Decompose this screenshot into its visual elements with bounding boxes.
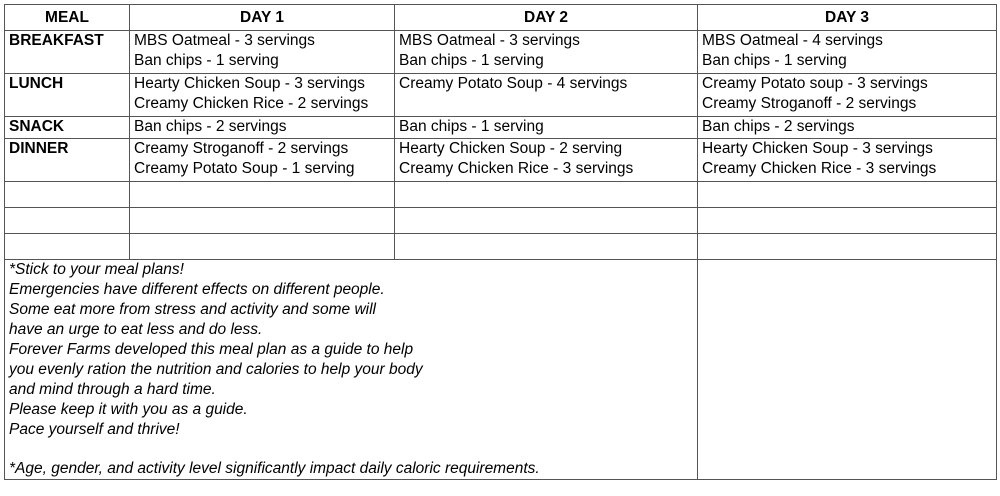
note-line: Please keep it with you as a guide.	[9, 401, 248, 418]
notes-row	[5, 260, 997, 480]
meal-item: MBS Oatmeal - 3 servings	[399, 32, 580, 49]
table-row-breakfast	[5, 31, 997, 74]
note-line: Emergencies have different effects on different people.	[9, 281, 385, 298]
empty-cell	[395, 182, 698, 208]
meal-item: Ban chips - 1 serving	[399, 118, 544, 135]
table-row-snack	[5, 117, 997, 139]
meal-item: Hearty Chicken Soup - 3 servings	[702, 140, 933, 157]
empty-cell	[698, 208, 997, 234]
note-line: have an urge to eat less and do less.	[9, 321, 263, 338]
empty-cell	[395, 208, 698, 234]
meal-item: Creamy Stroganoff - 2 servings	[134, 140, 349, 157]
table-row-dinner	[5, 139, 997, 182]
meal-item: Creamy Potato soup - 3 servings	[702, 75, 928, 92]
day-3-snack-cell	[698, 117, 997, 139]
day-1-snack-cell	[130, 117, 395, 139]
meal-item: Creamy Chicken Rice - 3 servings	[399, 160, 634, 177]
meal-item: Ban chips - 1 serving	[702, 52, 847, 69]
header-day-1: DAY 1	[130, 5, 395, 31]
notes-side-empty-cell	[698, 260, 997, 480]
empty-cell	[5, 234, 130, 260]
empty-cell	[130, 234, 395, 260]
notes-cell	[5, 260, 698, 480]
header-day-2: DAY 2	[395, 5, 698, 31]
day-1-breakfast-cell	[130, 31, 395, 74]
day-2-dinner-cell	[395, 139, 698, 182]
day-3-lunch-cell	[698, 74, 997, 117]
meal-item: Hearty Chicken Soup - 2 serving	[399, 140, 623, 157]
note-line: Forever Farms developed this meal plan as a guide to help	[9, 341, 414, 358]
meal-item: Creamy Chicken Rice - 3 servings	[702, 160, 937, 177]
meal-item: Ban chips - 2 servings	[134, 118, 287, 135]
empty-cell	[698, 182, 997, 208]
note-line: you evenly ration the nutrition and calories to help your body	[9, 361, 423, 378]
meal-label-dinner: DINNER	[5, 139, 130, 182]
note-line: *Stick to your meal plans!	[9, 261, 184, 278]
empty-cell	[395, 234, 698, 260]
meal-label-snack: SNACK	[5, 117, 130, 139]
empty-cell	[130, 182, 395, 208]
day-2-snack-cell	[395, 117, 698, 139]
note-line: Some eat more from stress and activity and some will	[9, 301, 376, 318]
day-1-dinner-cell	[130, 139, 395, 182]
header-row	[5, 5, 997, 31]
table-row-empty	[5, 208, 997, 234]
meal-item: Creamy Potato Soup - 4 servings	[399, 75, 628, 92]
meal-label-lunch: LUNCH	[5, 74, 130, 117]
meal-item: Creamy Chicken Rice - 2 servings	[134, 95, 369, 112]
table-row-empty	[5, 182, 997, 208]
empty-cell	[130, 208, 395, 234]
day-2-lunch-cell	[395, 74, 698, 117]
meal-plan-table	[4, 4, 997, 480]
note-line: Pace yourself and thrive!	[9, 421, 180, 438]
header-day-3: DAY 3	[698, 5, 997, 31]
day-1-lunch-cell	[130, 74, 395, 117]
meal-item: MBS Oatmeal - 4 servings	[702, 32, 883, 49]
header-meal: MEAL	[5, 5, 130, 31]
day-3-breakfast-cell	[698, 31, 997, 74]
day-2-breakfast-cell	[395, 31, 698, 74]
meal-item: Ban chips - 1 serving	[399, 52, 544, 69]
empty-cell	[5, 182, 130, 208]
table-row-empty	[5, 234, 997, 260]
meal-item: Creamy Stroganoff - 2 servings	[702, 95, 917, 112]
note-spacer	[9, 440, 697, 459]
meal-item: Hearty Chicken Soup - 3 servings	[134, 75, 365, 92]
empty-cell	[698, 234, 997, 260]
meal-item: Ban chips - 2 servings	[702, 118, 855, 135]
note-line: and mind through a hard time.	[9, 381, 216, 398]
meal-label-breakfast: BREAKFAST	[5, 31, 130, 74]
meal-item: Creamy Potato Soup - 1 serving	[134, 160, 355, 177]
footnote: *Age, gender, and activity level significantly impact daily caloric requirements.	[9, 460, 540, 477]
meal-item: Ban chips - 1 serving	[134, 52, 279, 69]
day-3-dinner-cell	[698, 139, 997, 182]
table-row-lunch	[5, 74, 997, 117]
empty-cell	[5, 208, 130, 234]
meal-item: MBS Oatmeal - 3 servings	[134, 32, 315, 49]
